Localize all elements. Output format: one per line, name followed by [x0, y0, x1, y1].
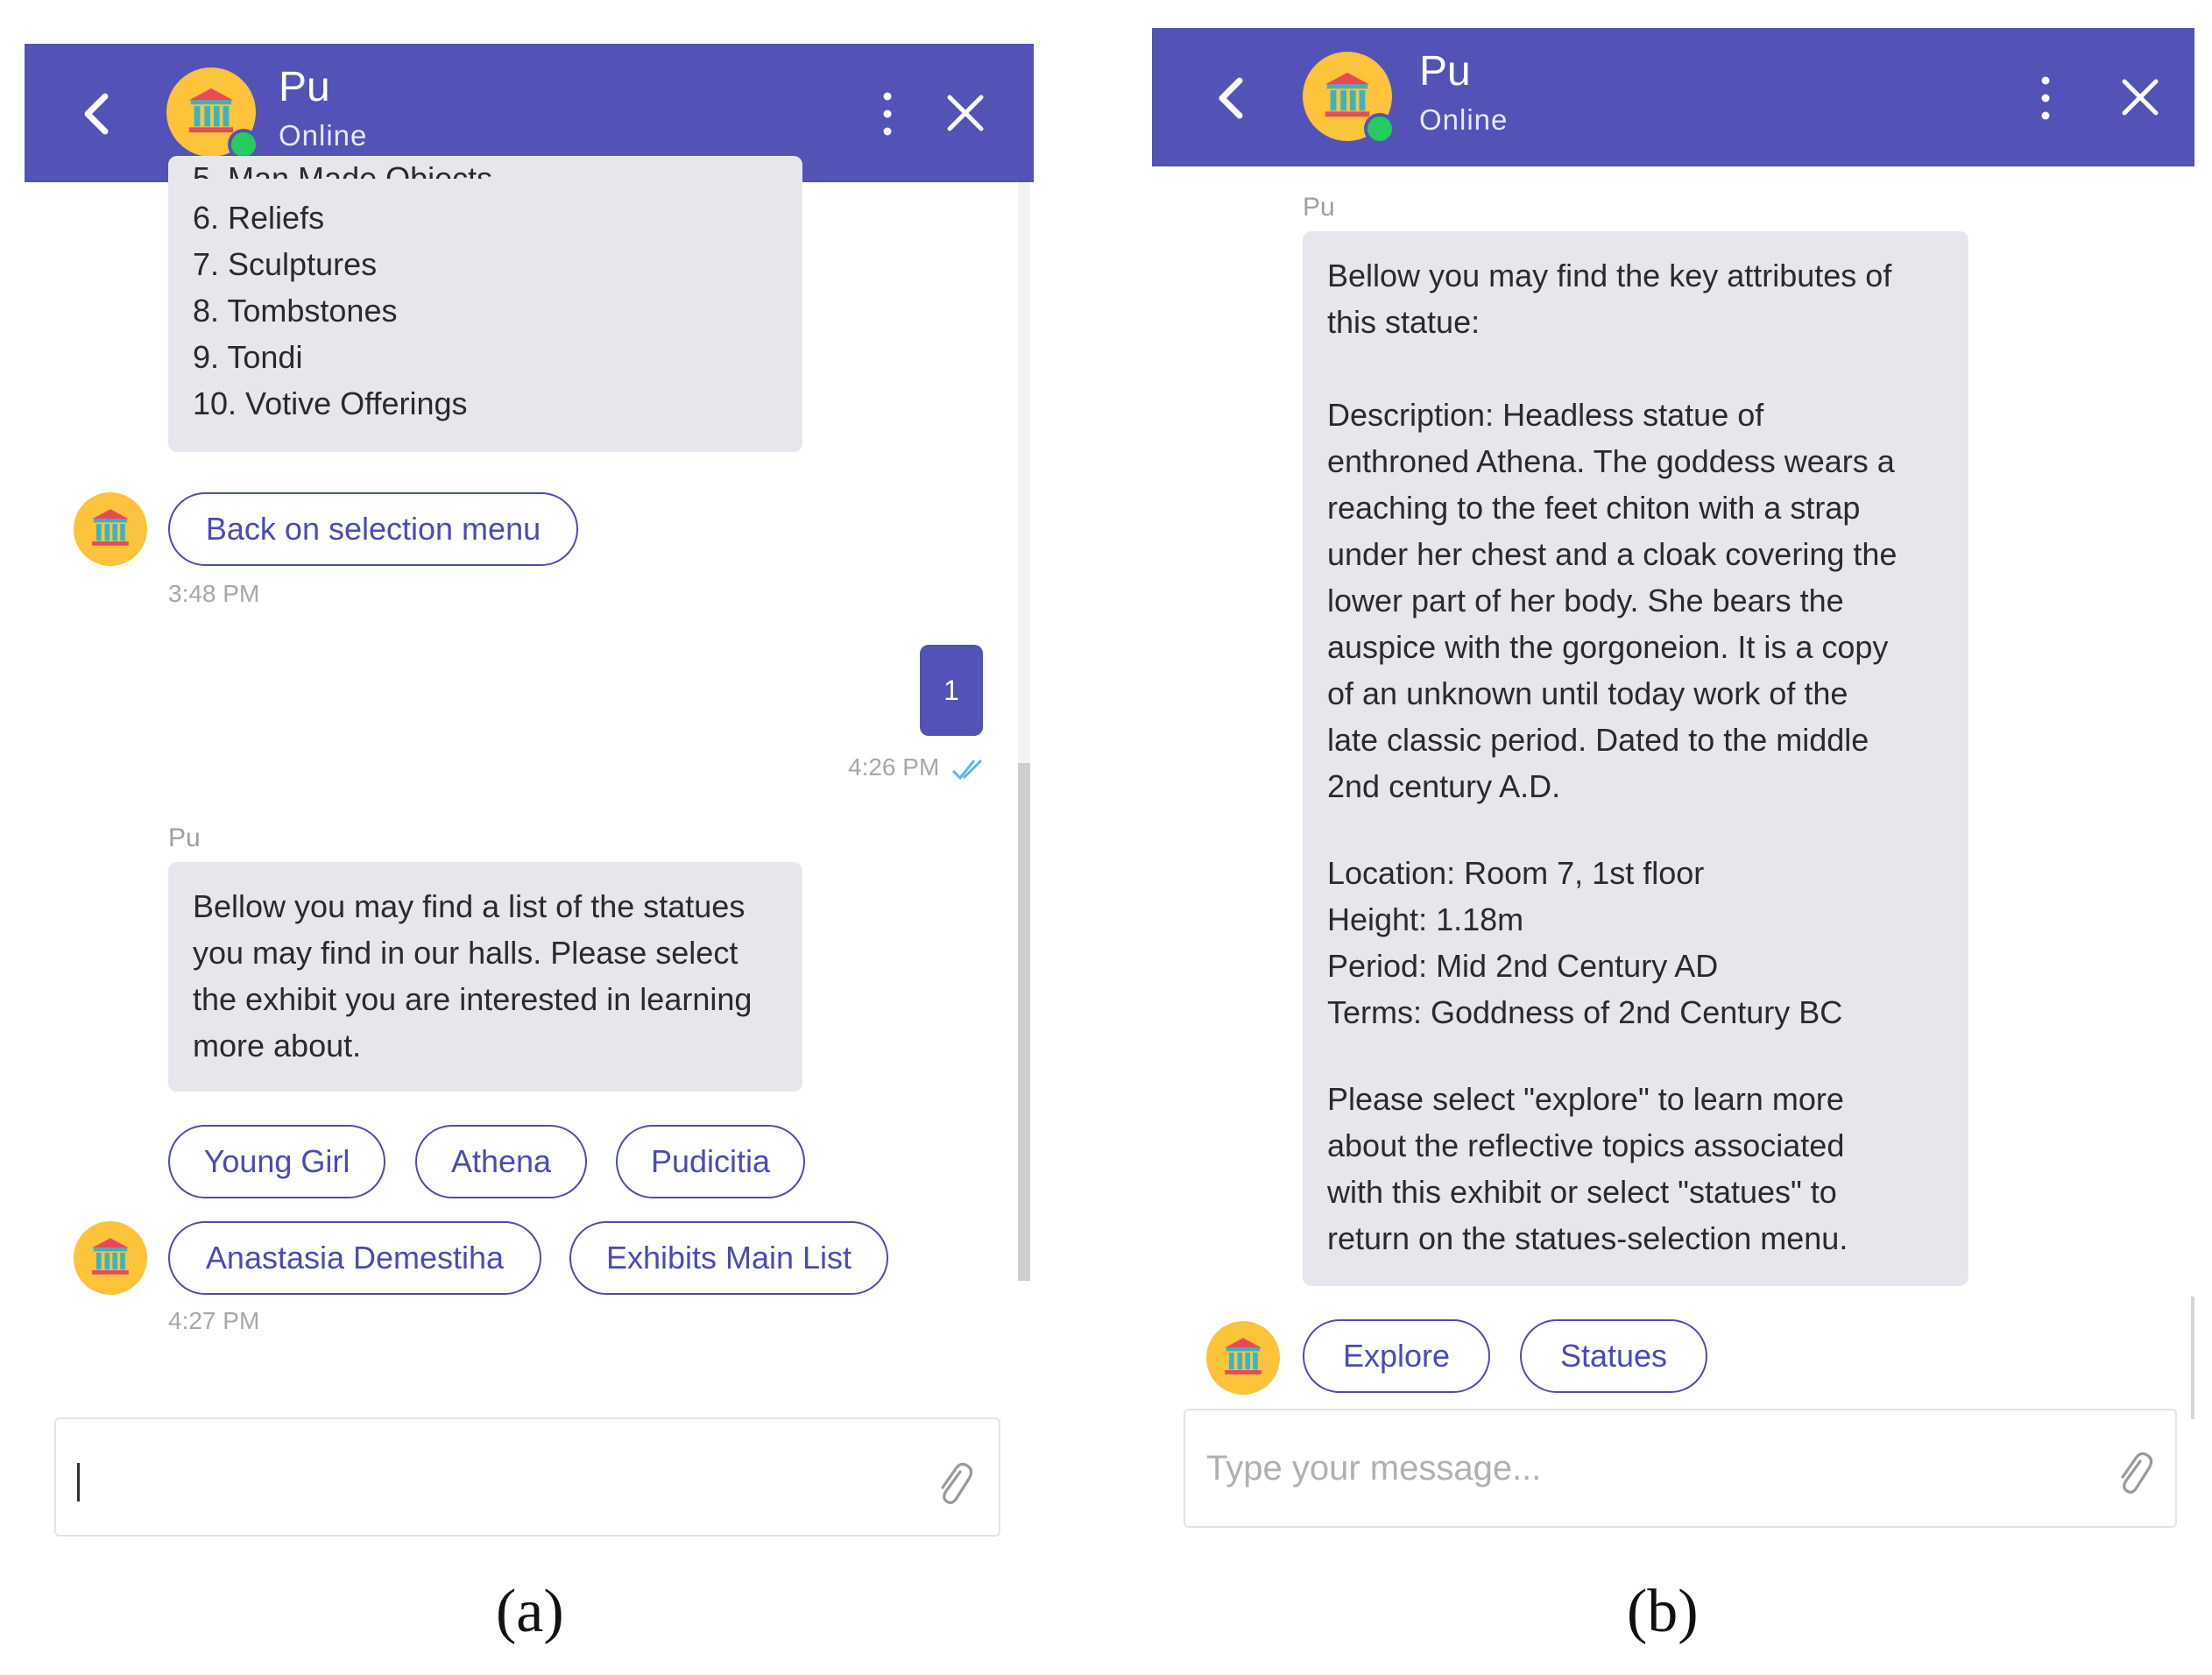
- message-line: Terms: Goddness of 2nd Century BC: [1327, 994, 1843, 1030]
- message-line: auspice with the gorgoneion. It is a copy: [1327, 629, 1889, 665]
- message-line: return on the statues-selection menu.: [1327, 1220, 1848, 1256]
- message-line: the exhibit you are interested in learning: [193, 981, 753, 1017]
- sender-name: Pu: [1303, 193, 1335, 222]
- message-line: [1327, 345, 1968, 392]
- message-line: under her chest and a cloak covering the: [1327, 536, 1898, 572]
- timestamp: 3:48 PM: [168, 580, 260, 607]
- message-line: [1327, 809, 1968, 850]
- list-item: 10. Votive Offerings: [193, 385, 468, 421]
- message-line: [1327, 1035, 1968, 1076]
- option-explore-button[interactable]: Explore: [1303, 1319, 1490, 1393]
- double-check-icon: [951, 757, 986, 781]
- bot-avatar-small: [1206, 1321, 1280, 1395]
- list-item: 8. Tombstones: [193, 293, 398, 329]
- bot-avatar-small: [74, 492, 147, 566]
- timestamp: 4:26 PM: [848, 753, 940, 781]
- back-on-selection-menu-button[interactable]: Back on selection menu: [168, 492, 578, 566]
- museum-icon: [1322, 69, 1373, 120]
- museum-icon: [186, 85, 237, 136]
- message-line: Bellow you may find a list of the statues: [193, 888, 746, 924]
- bot-message-bubble: [1303, 231, 1968, 1286]
- message-line: lower part of her body. She bears the: [1327, 583, 1844, 618]
- bot-name: Pu: [279, 64, 330, 110]
- list-item: 6. Reliefs: [193, 200, 325, 236]
- message-line: Bellow you may find the key attributes of: [1327, 258, 1892, 293]
- option-young-girl-button[interactable]: Young Girl: [168, 1125, 385, 1198]
- bot-message-bubble: [168, 862, 802, 1092]
- list-item: 9. Tondi: [193, 339, 303, 375]
- museum-icon: [1222, 1335, 1264, 1377]
- message-input-box[interactable]: [54, 1417, 1000, 1537]
- back-arrow-icon[interactable]: [1210, 72, 1254, 124]
- caption-a: (a): [496, 1578, 564, 1645]
- message-line: of an unknown until today work of the: [1327, 675, 1848, 711]
- message-line: about the reflective topics associated: [1327, 1127, 1845, 1163]
- chat-window-b: [1152, 28, 2194, 1533]
- scrollbar-thumb[interactable]: [2191, 1297, 2194, 1419]
- close-icon[interactable]: [2119, 76, 2161, 118]
- caption-b: (b): [1627, 1578, 1699, 1645]
- museum-icon: [89, 506, 131, 548]
- kebab-menu-icon[interactable]: [2037, 74, 2054, 123]
- bot-avatar-small: [74, 1221, 147, 1295]
- option-pudicitia-button[interactable]: Pudicitia: [616, 1125, 805, 1198]
- message-input[interactable]: [77, 1419, 784, 1535]
- bot-status: Online: [279, 119, 368, 152]
- option-statues-button[interactable]: Statues: [1520, 1319, 1707, 1393]
- option-anastasia-demestiha-button[interactable]: Anastasia Demestiha: [168, 1221, 541, 1295]
- message-line: enthroned Athena. The goddess wears a: [1327, 443, 1895, 479]
- list-item: 7. Sculptures: [193, 246, 378, 282]
- message-list[interactable]: [25, 182, 1034, 1533]
- statue-category-list: [168, 179, 802, 452]
- chat-header: [1152, 28, 2194, 166]
- option-athena-button[interactable]: Athena: [415, 1125, 587, 1198]
- message-input-box[interactable]: [1184, 1409, 2177, 1528]
- museum-icon: [89, 1235, 131, 1277]
- message-line: Please select "explore" to learn more: [1327, 1081, 1844, 1117]
- paperclip-icon[interactable]: [934, 1459, 972, 1507]
- message-line: with this exhibit or select "statues" to: [1327, 1174, 1837, 1210]
- timestamp: 4:27 PM: [168, 1307, 260, 1334]
- option-exhibits-main-list-button[interactable]: Exhibits Main List: [569, 1221, 888, 1295]
- chat-window-a: [25, 44, 1034, 1533]
- online-indicator: [1364, 113, 1396, 145]
- kebab-menu-icon[interactable]: [879, 89, 896, 138]
- scrollbar-thumb[interactable]: [1018, 763, 1030, 1281]
- message-line: late classic period. Dated to the middle: [1327, 722, 1869, 758]
- message-line: Height: 1.18m: [1327, 901, 1524, 937]
- sender-name: Pu: [168, 823, 201, 852]
- paperclip-icon[interactable]: [2114, 1449, 2152, 1496]
- message-input[interactable]: [1206, 1410, 1949, 1526]
- user-message: 1: [920, 645, 983, 736]
- message-line: more about.: [193, 1028, 362, 1064]
- message-line: Description: Headless statue of: [1327, 397, 1764, 433]
- bot-status: Online: [1419, 103, 1509, 136]
- message-line: this statue:: [1327, 304, 1481, 340]
- message-line: Location: Room 7, 1st floor: [1327, 855, 1705, 891]
- message-line: Period: Mid 2nd Century AD: [1327, 948, 1719, 984]
- close-icon[interactable]: [944, 92, 986, 134]
- message-line: you may find in our halls. Please select: [193, 935, 739, 971]
- back-arrow-icon[interactable]: [75, 88, 119, 140]
- bot-name: Pu: [1419, 48, 1471, 95]
- message-list[interactable]: [1152, 166, 2194, 1533]
- message-line: 2nd century A.D.: [1327, 768, 1561, 804]
- message-line: reaching to the feet chiton with a strap: [1327, 490, 1861, 526]
